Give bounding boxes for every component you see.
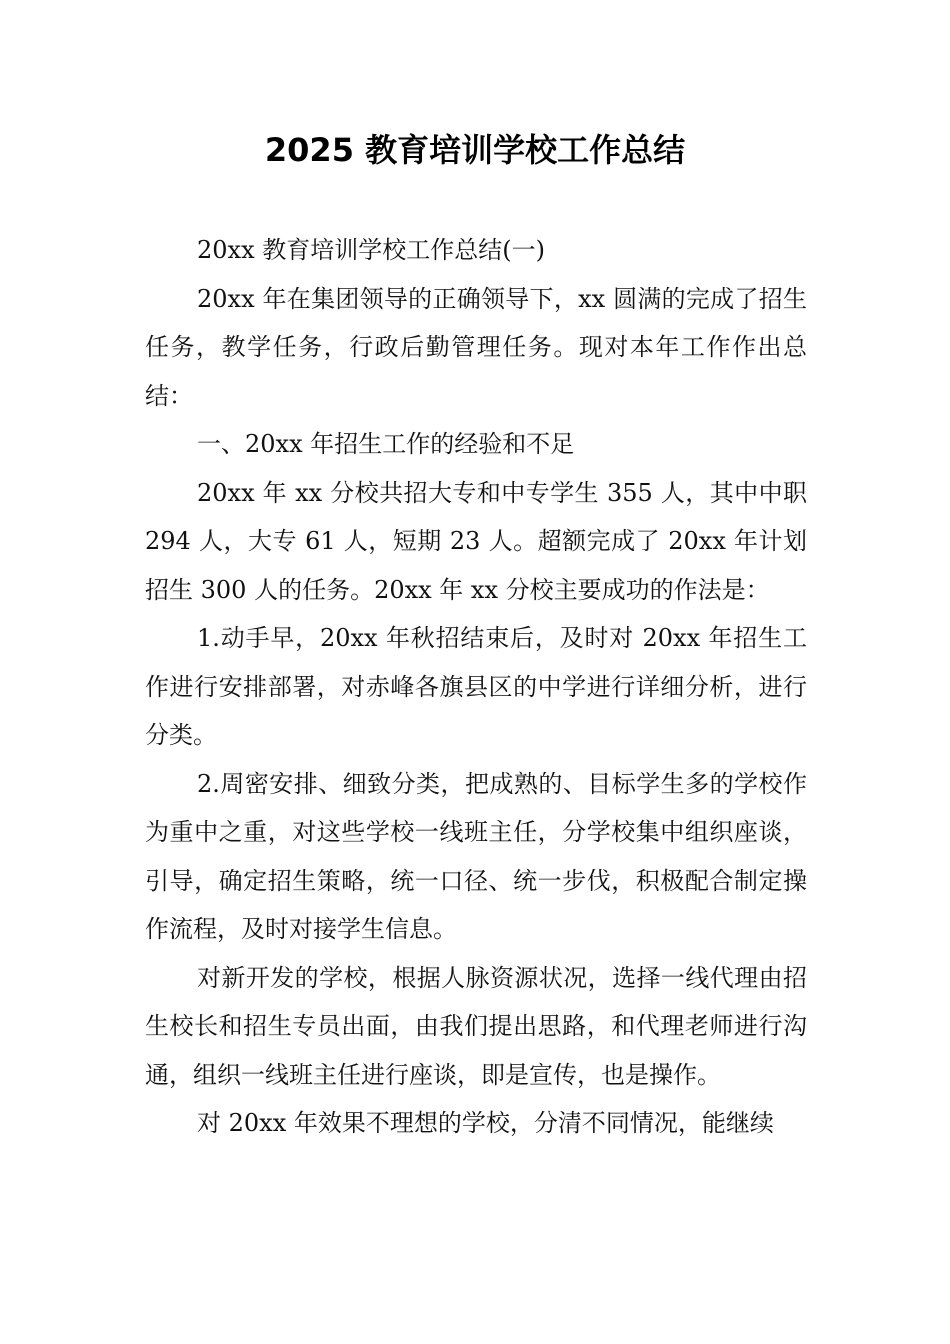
section-heading: 20xx 教育培训学校工作总结(一) bbox=[197, 236, 545, 264]
paragraph: 对 20xx 年效果不理想的学校，分清不同情况，能继续 bbox=[197, 1109, 774, 1137]
section-heading: 一、20xx 年招生工作的经验和不足 bbox=[197, 430, 575, 458]
paragraph: 20xx 年在集团领导的正确领导下，xx 圆满的完成了招生任务，教学任务，行政后勤管理任务。现对本年工作作出总结： bbox=[145, 284, 807, 410]
document-title: 2025 教育培训学校工作总结 bbox=[264, 131, 686, 169]
list-item: 2.周密安排、细致分类，把成熟的、目标学生多的学校作为重中之重，对这些学校一线班主任，分学校集中组织座谈，引导，确定招生策略，统一口径、统一步伐，积极配合制定操作流程，及时对接学生信息。 bbox=[145, 769, 807, 943]
paragraph: 20xx 年 xx 分校共招大专和中专学生 355 人，其中中职 294 人，大专 61 人，短期 23 人。超额完成了 20xx 年计划招生 300 人的任务。20xx 年 xx 分校主要成功的作法是： bbox=[145, 478, 807, 604]
paragraph: 对新开发的学校，根据人脉资源状况，选择一线代理由招生校长和招生专员出面，由我们提出思路，和代理老师进行沟通，组织一线班主任进行座谈，即是宣传，也是操作。 bbox=[145, 963, 807, 1089]
document-body bbox=[145, 226, 807, 1148]
list-item: 1.动手早，20xx 年秋招结束后，及时对 20xx 年招生工作进行安排部署，对赤峰各旗县区的中学进行详细分析，进行分类。 bbox=[145, 624, 807, 749]
